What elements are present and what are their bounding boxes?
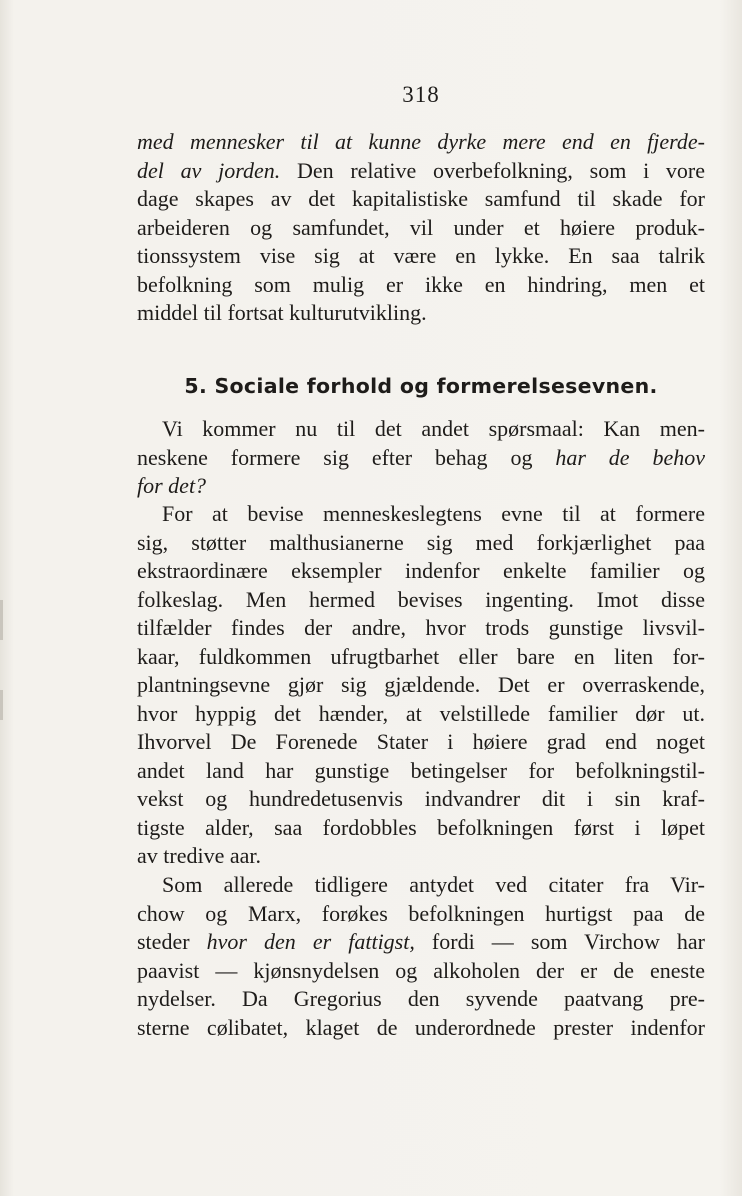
text-line: Vi kommer nu til det andet spørsmaal: Kan men- bbox=[162, 416, 705, 441]
italic-text: for det? bbox=[137, 473, 207, 498]
text-line: befolkning som mulig er ikke en hindring, men et bbox=[137, 271, 705, 297]
text-line: andet land har gunstige betingelser for befolkningstil- bbox=[137, 757, 705, 783]
text-line: paavist — kjønsnydelsen og alkoholen der er de eneste bbox=[137, 957, 705, 983]
text-line bbox=[137, 444, 705, 473]
text-line bbox=[137, 157, 705, 186]
paragraph-question bbox=[137, 415, 705, 501]
scan-edge-mark bbox=[0, 690, 3, 720]
text-line: Ihvorvel De Forenede Stater i høiere grad end noget bbox=[137, 729, 705, 754]
line-text: steder bbox=[137, 929, 207, 954]
paragraph-virchow bbox=[137, 871, 705, 1042]
text-line: tionssystem vise sig at være en lykke. En saa talrik bbox=[137, 243, 705, 268]
text-line: av tredive aar. bbox=[137, 843, 261, 868]
line-text: Den relative overbefolkning, som i vore bbox=[280, 157, 705, 183]
line-text: neskene formere sig efter behag og bbox=[137, 444, 556, 470]
text-line bbox=[137, 128, 705, 157]
text-line: dage skapes av det kapitalistiske samfund til skade for bbox=[137, 186, 705, 211]
section-heading: 5. Sociale forhold og formerelsesevnen. bbox=[184, 374, 658, 398]
text-line: chow og Marx, forøkes befolkningen hurtigst paa de bbox=[137, 900, 705, 926]
italic-text: del av jorden. bbox=[137, 157, 281, 183]
italic-text: med mennesker til at kunne dyrke mere end en fjerde- bbox=[137, 129, 705, 154]
text-line: folkeslag. Men hermed bevises ingenting. Imot disse bbox=[137, 586, 705, 612]
text-line bbox=[137, 928, 705, 957]
text-line: middel til fortsat kulturutvikling. bbox=[137, 300, 427, 325]
paragraph-continuation bbox=[137, 128, 705, 328]
text-line: ekstraordinære eksempler indenfor enkelte familier og bbox=[137, 558, 705, 583]
text-line: For at bevise menneskeslegtens evne til at formere bbox=[162, 501, 705, 526]
text-line: hvor hyppig det hænder, at velstillede familier dør ut. bbox=[137, 700, 705, 726]
italic-text: har de behov bbox=[555, 444, 705, 470]
line-text: fordi — som Virchow har bbox=[414, 929, 705, 954]
text-line: vekst og hundredetusenvis indvandrer dit i sin kraf- bbox=[137, 786, 705, 811]
text-line: Som allerede tidligere antydet ved citater fra Vir- bbox=[162, 872, 705, 897]
text-line: sterne cølibatet, klaget de underordnede prester indenfor bbox=[137, 1014, 705, 1040]
text-line: sig, støtter malthusianerne sig med forkjærlighet paa bbox=[137, 529, 705, 555]
scan-edge-mark bbox=[0, 600, 3, 640]
text-line: nydelser. Da Gregorius den syvende paatvang pre- bbox=[137, 986, 705, 1011]
text-line: kaar, fuldkommen ufrugtbarhet eller bare en liten for- bbox=[137, 643, 705, 669]
italic-text: hvor den er fattigst, bbox=[206, 929, 415, 954]
text-line: plantningsevne gjør sig gjældende. Det er overraskende, bbox=[137, 672, 705, 697]
paragraph-evidence bbox=[137, 500, 705, 871]
text-line bbox=[137, 472, 705, 501]
text-line: arbeideren og samfundet, vil under et høiere produk- bbox=[137, 214, 705, 240]
text-line: tilfælder findes der andre, hvor trods gunstige livsvil- bbox=[137, 615, 705, 640]
text-line: tigste alder, saa fordobbles befolkningen først i løpet bbox=[137, 814, 705, 840]
page-number: 318 bbox=[402, 82, 440, 107]
